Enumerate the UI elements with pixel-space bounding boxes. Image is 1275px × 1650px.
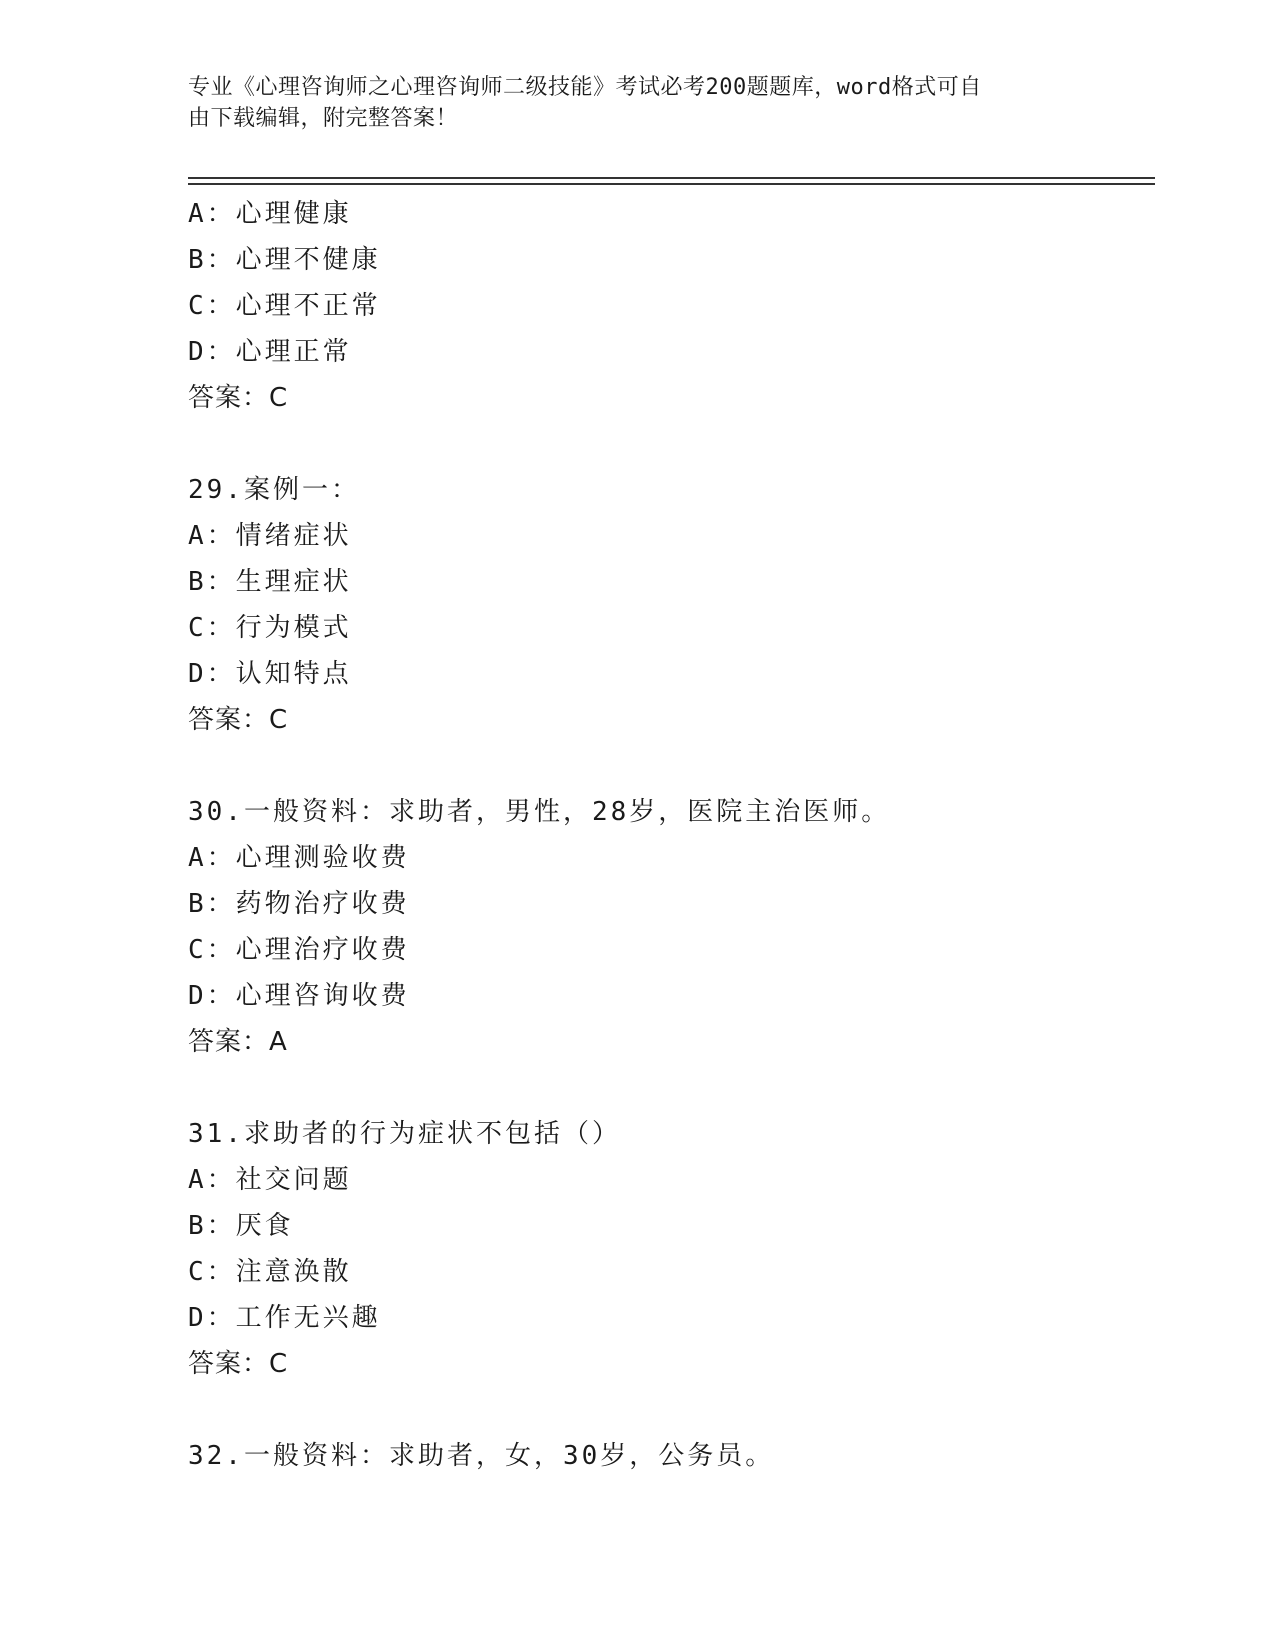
spacer	[188, 743, 1148, 789]
option-b: B：厌食	[188, 1211, 294, 1241]
question-list	[188, 191, 1148, 1479]
option-d: D：心理咨询收费	[188, 981, 410, 1011]
option-c: C：心理治疗收费	[188, 935, 410, 965]
option-a: A：心理健康	[188, 199, 352, 229]
option-d: D：心理正常	[188, 337, 352, 367]
header-divider-bottom	[188, 183, 1155, 185]
question-stem: 29.案例一：	[188, 475, 360, 505]
option-c: C：心理不正常	[188, 291, 381, 321]
question-stem: 31.求助者的行为症状不包括（）	[188, 1119, 621, 1149]
question-stem: 30.一般资料：求助者，男性，28岁，医院主治医师。	[188, 797, 891, 827]
header-line-1: 专业《心理咨询师之心理咨询师二级技能》考试必考200题题库，word格式可自	[188, 75, 982, 100]
option-b: B：心理不健康	[188, 245, 381, 275]
answer-line: 答案：C	[188, 705, 289, 735]
option-c: C：注意涣散	[188, 1257, 352, 1287]
spacer	[188, 421, 1148, 467]
document-header	[188, 72, 1088, 134]
option-c: C：行为模式	[188, 613, 352, 643]
question-29	[188, 467, 1148, 743]
question-carryover	[188, 191, 1148, 421]
answer-line: 答案：C	[188, 1349, 289, 1379]
spacer	[188, 1387, 1148, 1433]
answer-line: 答案：A	[188, 1027, 288, 1057]
option-d: D：工作无兴趣	[188, 1303, 381, 1333]
question-stem: 32.一般资料：求助者，女，30岁，公务员。	[188, 1441, 775, 1471]
option-b: B：生理症状	[188, 567, 352, 597]
question-32	[188, 1433, 1148, 1479]
option-b: B：药物治疗收费	[188, 889, 410, 919]
option-d: D：认知特点	[188, 659, 352, 689]
spacer	[188, 1065, 1148, 1111]
question-31	[188, 1111, 1148, 1387]
option-a: A：情绪症状	[188, 521, 352, 551]
option-a: A：心理测验收费	[188, 843, 410, 873]
question-30	[188, 789, 1148, 1065]
header-divider-top	[188, 177, 1155, 179]
option-a: A：社交问题	[188, 1165, 352, 1195]
answer-line: 答案：C	[188, 383, 289, 413]
header-line-2: 由下载编辑，附完整答案！	[188, 106, 459, 131]
